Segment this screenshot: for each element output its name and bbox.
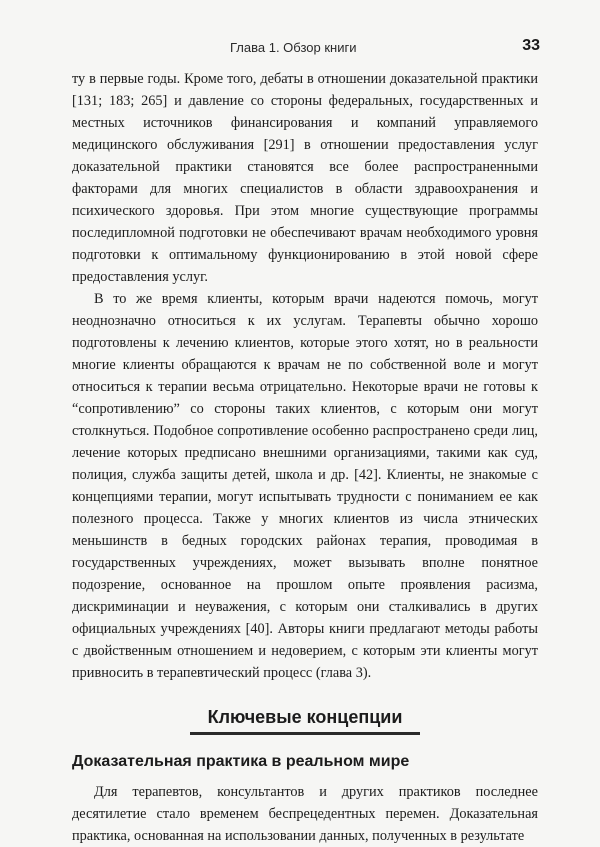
subsection-heading: Доказательная практика в реальном мире: [72, 753, 410, 770]
section-heading: Ключевые концепции: [190, 706, 420, 735]
paragraph: Для терапевтов, консультантов и других практиков последнее десятилетие стало временем беспрецедентных перемен. Доказательная практика, основанная на использовании данных, полученных в результате: [72, 784, 538, 844]
running-header: [0, 36, 600, 60]
paragraph: В то же время клиенты, которым врачи надеются помочь, могут неоднозначно относиться к их услугам. Терапевты обычно хорошо подготовлены к лечению клиентов, которые этого хотят, но в реальности многие клиенты обращаются к врачам не по собственной воле и могут относиться к терапии весьма отрицательно. Некоторые врачи не готовы к “сопротивлению” со стороны таких клиентов, с которым они могут столкнуться. Подобное сопротивление особенно распространено среди лиц, лечение которых предписано внешними организациями, такими как суд, полиция, служба защиты детей, школа и др. [42]. Клиенты, не знакомые с концепциями терапии, могут испытывать трудности с пониманием ее как полезного процесса. Также у многих клиентов из числа этнических меньшинств в бедных городских районах терапия, проводимая в государственных учреждениях, может вызывать вполне понятное подозрение, основанное на прошлом опыте проявления расизма, дискриминации и неуважения, с которым они сталкивались в других официальных учреждениях [40]. Авторы книги предлагают методы работы с двойственным отношением и недоверием, с которым эти клиенты могут привносить в терапевтический процесс (глава 3).: [72, 291, 538, 681]
page-number: 33: [522, 37, 540, 54]
main-text: [72, 68, 538, 847]
paragraph: ту в первые годы. Кроме того, дебаты в отношении доказательной практики [131; 183; 265] и давление со стороны федеральных, государственных и местных источников финансирования и компаний управляемого медицинского обслуживания [291] в отношении предоставления услуг доказательной практики становятся все более распространенными факторами для многих специалистов в области здравоохранения и психического здоровья. При этом многие существующие программы последипломной подготовки не обеспечивают врачам необходимого уровня подготовки к оптимальному функционированию в этой новой сфере предоставления услуг.: [72, 71, 538, 285]
chapter-title: Глава 1. Обзор книги: [230, 40, 357, 55]
